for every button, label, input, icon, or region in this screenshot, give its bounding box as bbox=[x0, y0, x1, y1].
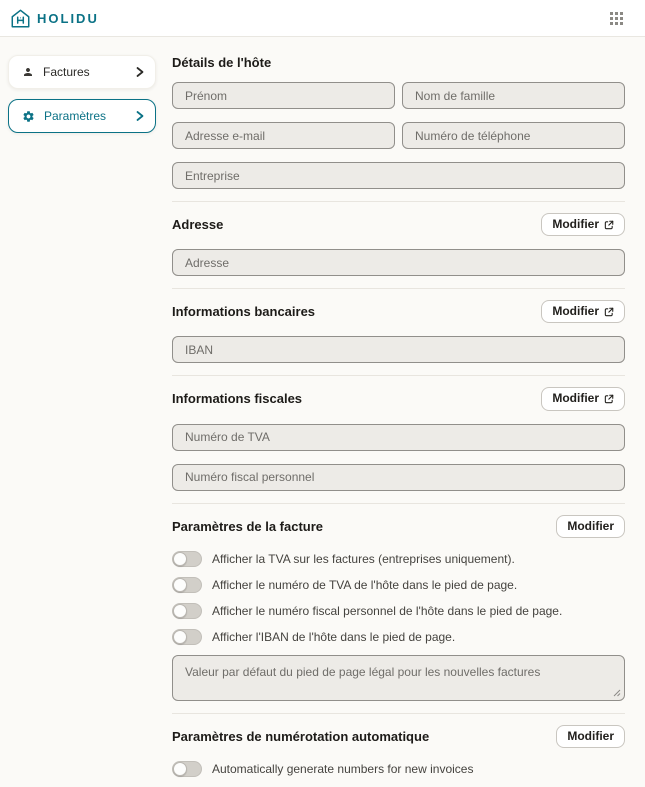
auto-generate-numbers-toggle[interactable] bbox=[172, 761, 202, 777]
resize-handle-icon[interactable] bbox=[613, 689, 621, 697]
phone-field[interactable] bbox=[402, 122, 625, 149]
section-divider bbox=[172, 201, 625, 202]
modify-tax-button[interactable]: Modifier bbox=[541, 387, 625, 410]
toggle-label: Afficher le numéro de TVA de l'hôte dans le pied de page. bbox=[212, 577, 518, 592]
toggle-label: Afficher la TVA sur les factures (entreprises uniquement). bbox=[212, 551, 515, 566]
invoices-person-icon bbox=[22, 66, 34, 78]
page-layout bbox=[0, 37, 645, 787]
toggle-row-show-iban bbox=[172, 629, 625, 645]
section-bank-info bbox=[172, 300, 625, 363]
toggle-knob bbox=[173, 578, 187, 592]
sidebar-item-factures[interactable] bbox=[8, 55, 156, 89]
section-divider bbox=[172, 503, 625, 504]
show-personal-tax-number-toggle[interactable] bbox=[172, 603, 202, 619]
show-vat-number-toggle[interactable] bbox=[172, 577, 202, 593]
section-tax-info bbox=[172, 387, 625, 490]
first-name-field[interactable] bbox=[172, 82, 395, 109]
toggle-label: Afficher le numéro fiscal personnel de l'hôte dans le pied de page. bbox=[212, 603, 563, 618]
personal-tax-number-field[interactable] bbox=[172, 464, 625, 491]
section-divider bbox=[172, 375, 625, 376]
section-title: Adresse bbox=[172, 217, 224, 233]
show-iban-toggle[interactable] bbox=[172, 629, 202, 645]
holidu-house-icon bbox=[10, 8, 31, 29]
section-host-details bbox=[172, 55, 625, 189]
email-field[interactable] bbox=[172, 122, 395, 149]
external-link-icon bbox=[604, 394, 614, 404]
toggle-label: Afficher l'IBAN de l'hôte dans le pied de page. bbox=[212, 629, 456, 644]
toggle-knob bbox=[173, 630, 187, 644]
toggle-knob bbox=[173, 762, 187, 776]
section-title: Informations fiscales bbox=[172, 391, 303, 407]
company-field[interactable] bbox=[172, 162, 625, 189]
section-invoice-settings bbox=[172, 515, 625, 701]
toggle-knob bbox=[173, 552, 187, 566]
toggle-knob bbox=[173, 604, 187, 618]
section-divider bbox=[172, 288, 625, 289]
toggle-row-auto-generate bbox=[172, 761, 625, 777]
chevron-right-icon bbox=[134, 110, 145, 122]
show-vat-toggle[interactable] bbox=[172, 551, 202, 567]
section-title: Paramètres de la facture bbox=[172, 518, 324, 534]
external-link-icon bbox=[604, 307, 614, 317]
toggle-label: Automatically generate numbers for new invoices bbox=[212, 761, 474, 776]
brand-wordmark: HOLIDU bbox=[37, 10, 99, 26]
legal-footer-wrap bbox=[172, 655, 625, 701]
modify-numbering-button[interactable]: Modifier bbox=[556, 725, 625, 748]
section-title: Détails de l'hôte bbox=[172, 55, 272, 70]
sidebar-item-label: Paramètres bbox=[44, 109, 107, 123]
toggle-row-show-vat bbox=[172, 551, 625, 567]
settings-panel bbox=[172, 55, 625, 787]
apps-grid-icon[interactable] bbox=[610, 12, 623, 25]
legal-footer-textarea[interactable] bbox=[172, 655, 625, 701]
toggle-row-show-personal-tax-number bbox=[172, 603, 625, 619]
section-title: Paramètres de numérotation automatique bbox=[172, 728, 430, 744]
sidebar-item-parametres[interactable] bbox=[8, 99, 156, 133]
section-auto-numbering bbox=[172, 725, 625, 777]
toggle-row-show-vat-number bbox=[172, 577, 625, 593]
brand-logo[interactable] bbox=[10, 8, 99, 29]
last-name-field[interactable] bbox=[402, 82, 625, 109]
gear-icon bbox=[22, 110, 35, 123]
modify-bank-button[interactable]: Modifier bbox=[541, 300, 625, 323]
address-field[interactable] bbox=[172, 249, 625, 276]
vat-number-field[interactable] bbox=[172, 424, 625, 451]
app-header bbox=[0, 0, 645, 37]
external-link-icon bbox=[604, 220, 614, 230]
iban-field[interactable] bbox=[172, 336, 625, 363]
chevron-right-icon bbox=[134, 66, 145, 78]
sidebar-item-label: Factures bbox=[43, 65, 90, 79]
modify-invoice-settings-button[interactable]: Modifier bbox=[556, 515, 625, 538]
section-title: Informations bancaires bbox=[172, 304, 316, 320]
section-address bbox=[172, 213, 625, 276]
section-divider bbox=[172, 713, 625, 714]
modify-address-button[interactable]: Modifier bbox=[541, 213, 625, 236]
sidebar bbox=[8, 55, 156, 787]
